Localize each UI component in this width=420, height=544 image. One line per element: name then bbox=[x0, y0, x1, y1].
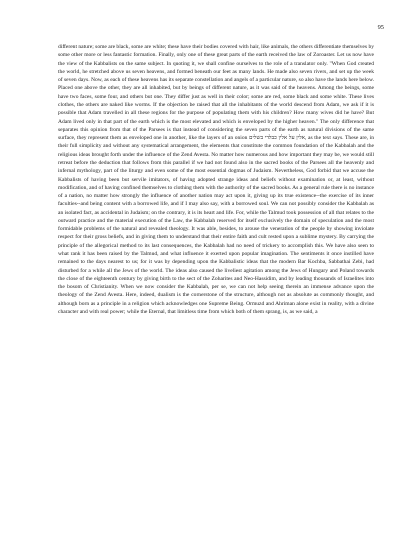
hebrew-phrase: אלין על אלין כבלדי בשלים bbox=[249, 135, 306, 142]
text-before-hebrew: different nature; some are black, some are white; these have their bodies covered with hair, like animals, the others differentiate themselves by some other more or less fantastic formation. Finally, only one of these great parts of the earth received the law of Zoroaster. Let us now have the view of the Kabbalists on the same subject. In quoting it, we shall confine ourselves to the role of a translator only. "When God created the world, he stretched above us seven heavens, and formed beneath our feet as many lands. He made also seven rivers, and set up the week of seven days. Now, as each of these heavens has its separate constellation and angels of a particular nature, so also have the lands here below. Placed one above the other, they are all inhabited, but by beings of different nature, as it was said of the heavens. Among the beings, some have two faces, some four, and others but one. They differ just as well in their color; some are red, some black and some white. These lives clothes, the others are naked like worms. If the objection be raised that all the inhabitants of the world descend from Adam, we ask if it is possible that Adam travelled in all these regions for the purpose of populating them with his children? How many wives did he have? But Adam lived only in that part of the earth which is the most elevated and which is enveloped by the higher heaven." The only difference that separates this opinion from that of the Parsees is that instead of considering the seven parts of the earth as natural divisions of the same surface, they represent them as enveloped one in another, like the layers of an onion bbox=[58, 44, 374, 142]
paragraph bbox=[58, 43, 374, 316]
text-after-hebrew: , as the text says. These are, in their full simplicity and without any systematical arrangement, the elements that constitute the common foundation of the Kabbalah and the religious ideas brought forth under the influence of the Zend Avesta. No matter how numerous and how important they may be, we would still retreat before the deduction that follows from this parallel if we had not found also in the sacred books of the Parsees all the heavenly and infernal mythology, part of the liturgy and even some of the most essential dogmas of Judaism. Nevertheless, God forbid that we accuse the Kabbalists of having been but servile imitators, of having adopted strange ideas and beliefs without examination or, at least, without modification, and of having confined themselves to clothing them with the authority of the sacred books. As a general rule there is no instance of a nation, no matter how strongly the influence of another nation may act upon it, giving up its true existence--the exercise of its inner faculties--and being content with a borrowed life, and if I may also say, with a borrowed soul. We can not possibly consider the Kabbalah as an isolated fact, as accidental in Judaism; on the contrary, it is its heart and life. For, while the Talmud took possession of all that relates to the outward practice and the material execution of the Law, the Kabbalah reserved for itself exclusively the domain of speculation and the most formidable problems of the natural and revealed theology. It was able, besides, to arouse the veneration of the people by showing inviolate respect for their gross beliefs, and in giving them to understand that their entire faith and cult rested upon a sublime mystery. By carrying the principle of the allegorical method to its last consequences, the Kabbalah had no need of trickery to accomplish this. We have also seen to what rank it has been raised by the Talmud, and what influence it exerted upon popular imagination. The sentiments it once instilled have remained to the days nearest to us; for it was by depending upon the Kabbalistic ideas that the modern Bar Kochba, Sabbathai Zebi, had disturbed for a while all the Jews of the world. The ideas also caused the liveliest agitation among the Jews of Hungary and Poland towards the close of the eighteenth century by giving birth to the sect of the Zoharites and Neo-Hassidim, and by leading thousands of Israelites into the bosom of Christianity. When we now consider the Kabbalah, per se, we can not help seeing therein an immense advance upon the theology of the Zend Avesta. Here, indeed, dualism is the cornerstone of the structure, although not as absolute as commonly thought, and although born as a principle in a religion which acknowledges one Supreme Being. Ormuzd and Ahriman alone exist in reality, with a divine character and with real power; while the Eternal, that limitless time from which both of them sprang, is, as we said, a bbox=[58, 135, 374, 315]
body-text bbox=[58, 43, 374, 316]
page-number: 95 bbox=[377, 24, 384, 31]
